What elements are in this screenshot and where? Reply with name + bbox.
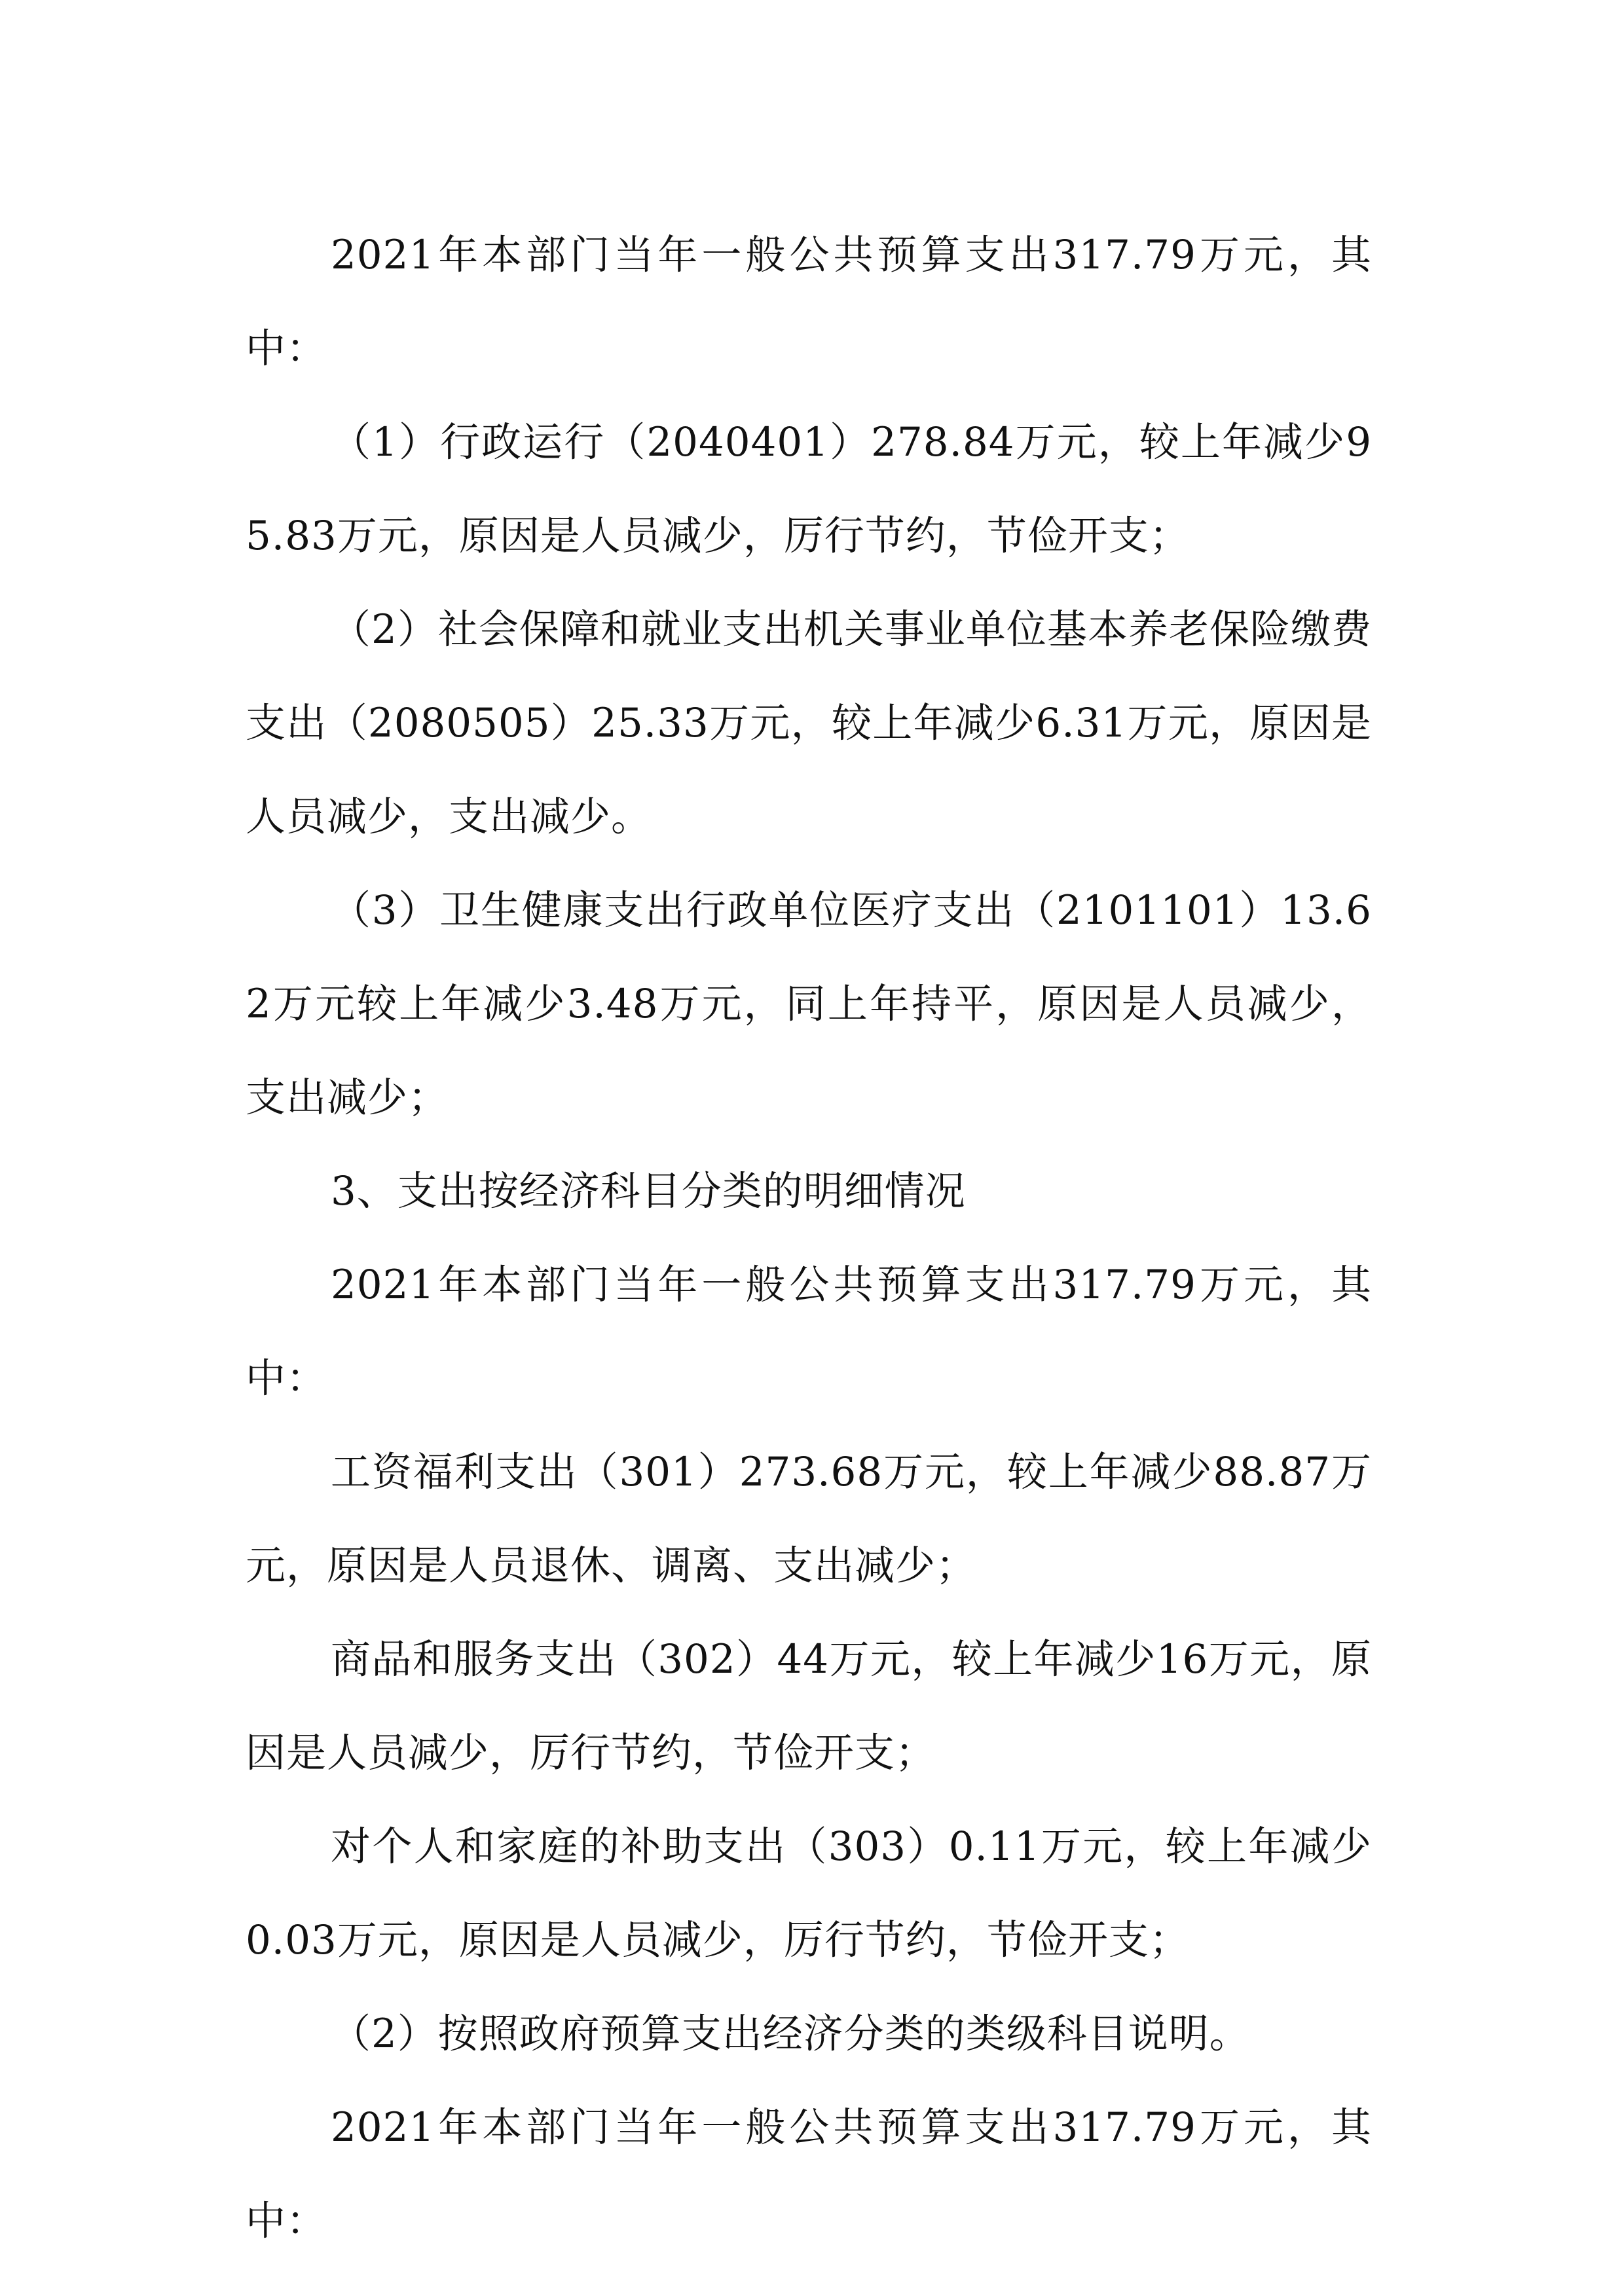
paragraph-government-classification-heading: （2）按照政府预算支出经济分类的类级科目说明。 [331, 2011, 1250, 2057]
paragraph-wages-benefits: 工资福利支出（301）273.68万元，较上年减少88.87万元，原因是人员退休、调离、支出减少； [246, 1449, 1372, 1589]
paragraph-goods-services: 商品和服务支出（302）44万元，较上年减少16万元，原因是人员减少，厉行节约，节俭开支； [246, 1636, 1372, 1776]
paragraph-social-security: （2）社会保障和就业支出机关事业单位基本养老保险缴费支出（2080505）25.33万元，较上年减少6.31万元，原因是人员减少，支出减少。 [246, 606, 1372, 840]
section-heading-economic-classification: 3、支出按经济科目分类的明细情况 [331, 1168, 966, 1214]
document-body [246, 208, 1372, 2268]
paragraph-household-subsidy: 对个人和家庭的补助支出（303）0.11万元，较上年减少0.03万元，原因是人员减少，厉行节约，节俭开支； [246, 1823, 1372, 1963]
paragraph-budget-summary: 2021年本部门当年一般公共预算支出317.79万元，其中： [246, 232, 1372, 372]
paragraph-budget-summary-repeat: 2021年本部门当年一般公共预算支出317.79万元，其中： [246, 1262, 1372, 1402]
paragraph-administrative-operation: （1）行政运行（2040401）278.84万元，较上年减少95.83万元，原因是人员减少，厉行节约，节俭开支； [246, 419, 1372, 559]
paragraph-budget-summary-final: 2021年本部门当年一般公共预算支出317.79万元，其中： [246, 2104, 1372, 2244]
paragraph-health-expenditure: （3）卫生健康支出行政单位医疗支出（2101101）13.62万元较上年减少3.48万元，同上年持平，原因是人员减少，支出减少； [246, 887, 1372, 1121]
